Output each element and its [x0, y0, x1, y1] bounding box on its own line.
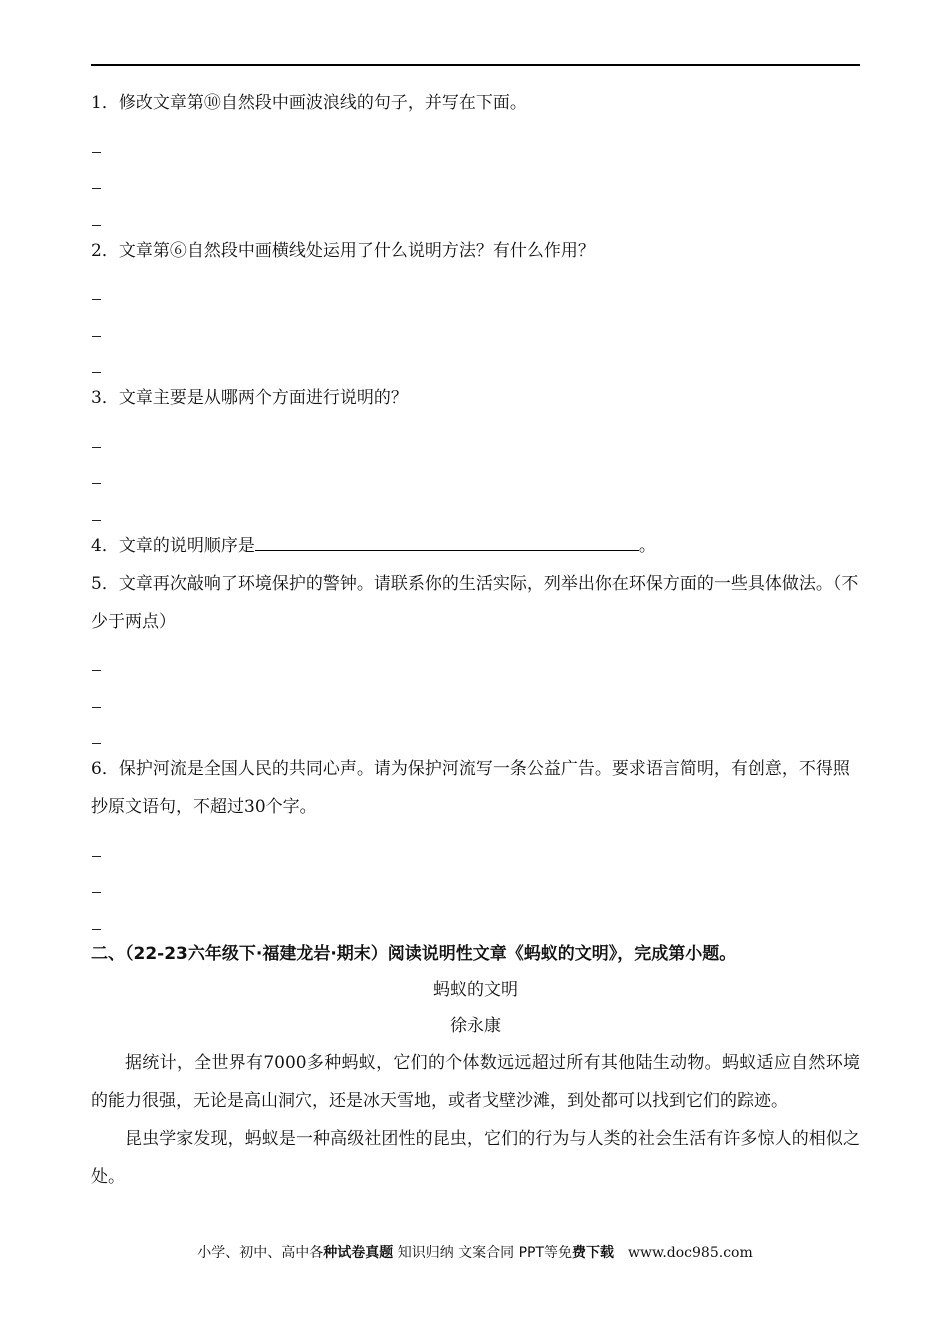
footer-text-4: 文案合同 PPT等免: [453, 1245, 573, 1261]
question-2: 2．文章第⑥自然段中画横线处运用了什么说明方法？有什么作用？: [91, 240, 595, 261]
answer-line: [91, 159, 860, 196]
answer-line: [91, 714, 860, 751]
answer-line: [91, 306, 860, 343]
answer-line: [91, 863, 860, 900]
question-3: 3．文章主要是从哪两个方面进行说明的？: [91, 388, 408, 408]
question-4-text: 4．文章的说明顺序是: [91, 535, 255, 556]
answer-line: [91, 826, 860, 863]
footer-url[interactable]: www.doc985.com: [628, 1245, 753, 1261]
question-5: 5．文章再次敲响了环境保护的警钟。请联系你的生活实际，列举出你在环保方面的一些具体做法。（不少于两点）: [91, 573, 859, 632]
article-title: 蚂蚁的文明: [433, 979, 518, 1000]
answer-line: [91, 641, 860, 678]
article-paragraph-1: 据统计，全世界有7000多种蚂蚁，它们的个体数远远超过所有其他陆生动物。蚂蚁适应自然环境的能力很强，无论是高山洞穴，还是冰天雪地，或者戈壁沙滩，到处都可以找到它们的踪迹。: [91, 1052, 860, 1111]
answer-line: [91, 122, 860, 159]
answer-line: [91, 677, 860, 714]
question-1: 1．修改文章第⑩自然段中画波浪线的句子，并写在下面。: [91, 93, 527, 113]
question-4-end: 。: [638, 535, 656, 556]
answer-line: [91, 195, 860, 232]
top-rule: [91, 64, 860, 66]
footer-text-1: 小学、初中、高中各: [197, 1245, 324, 1261]
article-paragraph-2: 昆虫学家发现，蚂蚁是一种高级社团性的昆虫，它们的行为与人类的社会生活有许多惊人的相似之处。: [91, 1128, 860, 1187]
answer-line: [91, 270, 860, 307]
question-6: 6．保护河流是全国人民的共同心声。请为保护河流写一条公益广告。要求语言简明，有创意，不得照抄原文语句，不超过30个字。: [91, 759, 850, 817]
document-body: [91, 84, 860, 1196]
footer-text-3: 知识归纳: [393, 1245, 454, 1261]
answer-line: [91, 899, 860, 936]
article-author: 徐永康: [450, 1015, 501, 1036]
footer-text-5: 费下载: [572, 1245, 615, 1261]
answer-line: [91, 490, 860, 527]
answer-line: [91, 417, 860, 454]
footer-text-2: 种试卷真题: [323, 1245, 394, 1261]
section-heading: 二、（22-23六年级下·福建龙岩·期末）阅读说明性文章《蚂蚁的文明》，完成第小题。: [91, 943, 737, 964]
answer-line: [91, 343, 860, 380]
answer-line: [91, 454, 860, 491]
page-footer: [0, 1242, 950, 1262]
question-4: [91, 527, 860, 565]
fill-in-blank[interactable]: [255, 530, 639, 551]
